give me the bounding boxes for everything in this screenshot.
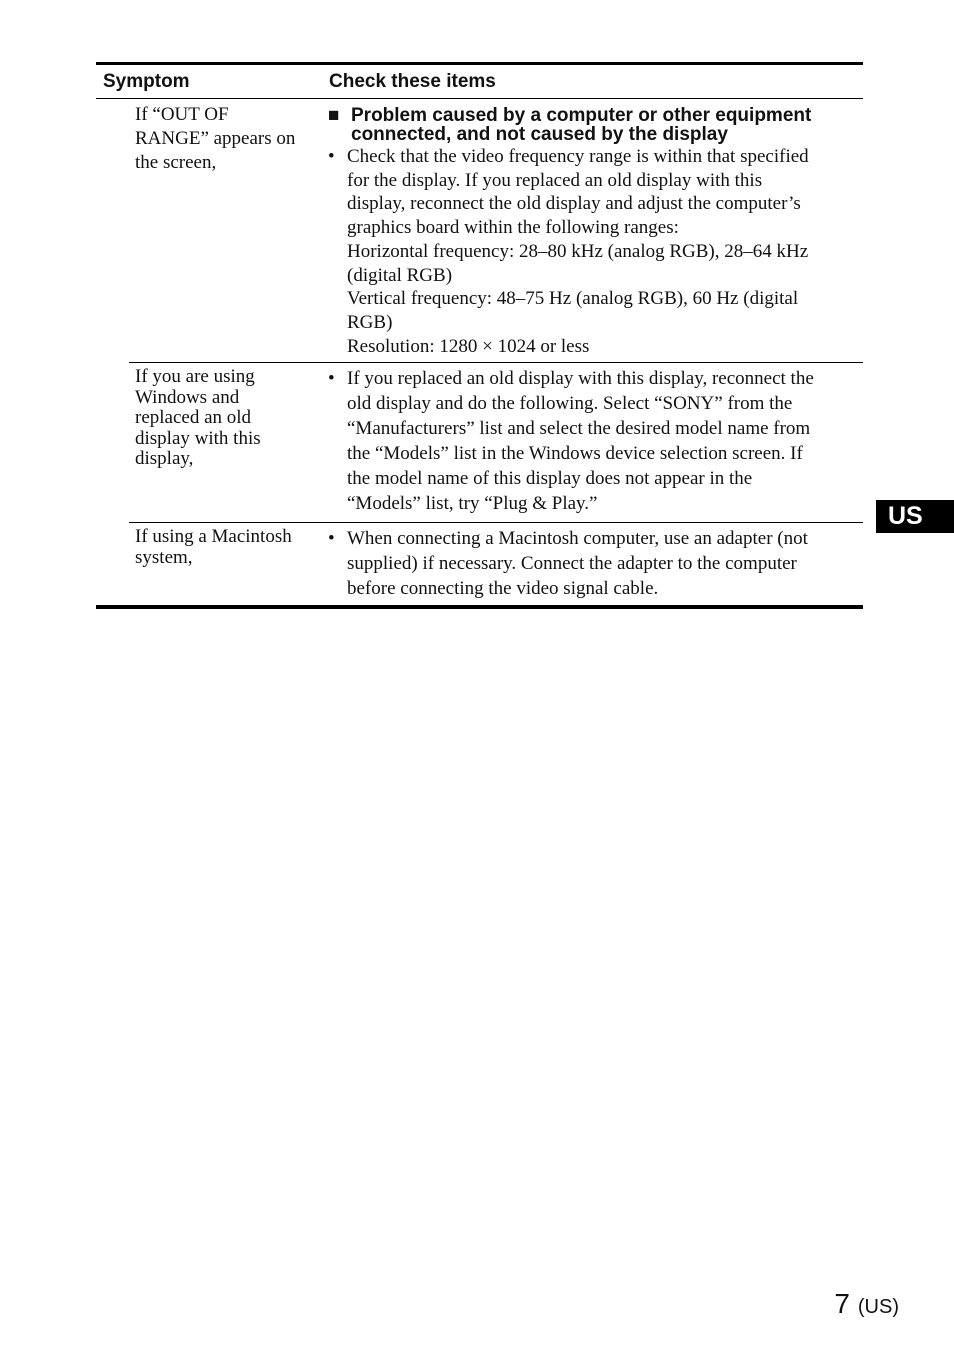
check-cell bbox=[321, 523, 863, 605]
list-item: • If you replaced an old display with this display, reconnect the old display and do the following. Select “SONY” from the “Manufacturers” list and select the desired model name from the “Models” list in the Windows device selection screen. If the model name of this display does not appear in the “Models” list, try “Plug & Play.” bbox=[328, 368, 814, 514]
list-item: • Check that the video frequency range is within that specified for the display. If you replaced an old display with this display, reconnect the old display and adjust the computer’s graphics board within the following ranges: Horizontal frequency: 28–80 kHz (analog RGB), 28–64 kHz (digital RGB) Vertical frequency: 48–75 Hz (analog RGB), 60 Hz (digital RGB) Resolution: 1280 × 1024 or less bbox=[328, 146, 809, 357]
page-number-value: 7 bbox=[834, 1288, 850, 1319]
symptom-cell: If “OUT OF RANGE” appears on the screen, bbox=[135, 104, 296, 173]
troubleshooting-table bbox=[96, 62, 863, 609]
table-row bbox=[129, 522, 863, 605]
header-symptom: Symptom bbox=[103, 70, 190, 92]
table-row bbox=[129, 362, 863, 522]
language-tab: US bbox=[876, 500, 954, 533]
page-number-suffix: (US) bbox=[857, 1296, 899, 1318]
bullet-icon: • bbox=[328, 146, 335, 167]
header-check-items: Check these items bbox=[329, 70, 496, 92]
table-row bbox=[129, 99, 863, 362]
list-item: • When connecting a Macintosh computer, use an adapter (not supplied) if necessary. Connect the adapter to the computer before connecting the video signal cable. bbox=[328, 528, 808, 599]
check-cell bbox=[321, 363, 863, 522]
page-number bbox=[834, 1288, 899, 1320]
check-cell bbox=[321, 99, 863, 362]
symptom-cell: If using a Macintosh system, bbox=[135, 526, 292, 568]
symptom-cell: If you are using Windows and replaced an old display with this display, bbox=[135, 366, 261, 469]
table-header bbox=[96, 65, 863, 99]
category-heading: ■ Problem caused by a computer or other equipment connected, and not caused by the display bbox=[328, 105, 812, 145]
bullet-icon: • bbox=[328, 368, 335, 389]
bullet-icon: • bbox=[328, 528, 335, 549]
square-bullet-icon: ■ bbox=[328, 105, 340, 126]
